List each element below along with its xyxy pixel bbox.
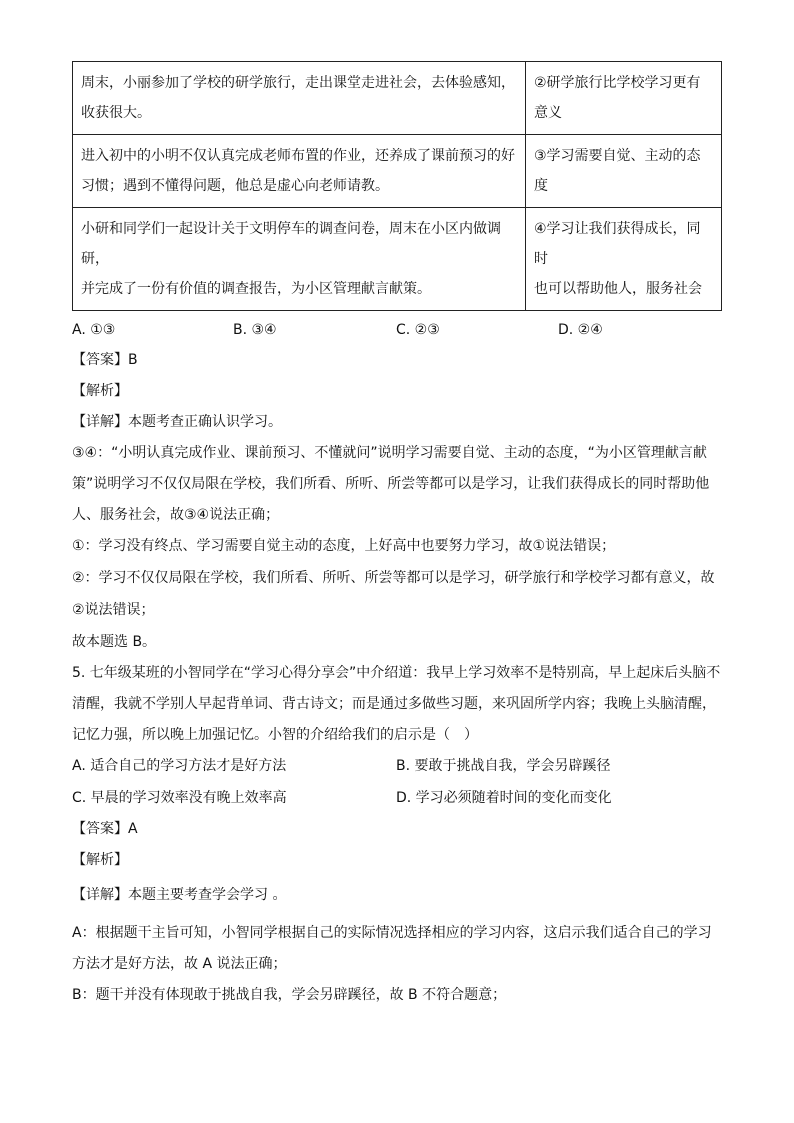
explanation-line: 策”说明学习不仅仅局限在学校，我们所看、所听、所尝等都可以是学习，让我们获得成长的同时帮助他 — [72, 476, 710, 492]
cell-line: 意义 — [534, 105, 562, 121]
cell-line: 并完成了一份有价值的调查报告，为小区管理献言献策。 — [81, 281, 431, 297]
explanation-line: A：根据题干主旨可知，小智同学根据自己的实际情况选择相应的学习内容，这启示我们适合自己的学习 — [72, 925, 712, 941]
conclusion-text: 故本题选 B。 — [72, 634, 157, 650]
table-cell-statement — [526, 135, 722, 208]
analysis-label: 【解析】 — [72, 383, 128, 399]
cell-line: ④学习让我们获得成长，同时 — [534, 221, 701, 267]
detail-text: 【详解】本题主要考查学会学习 。 — [72, 887, 287, 903]
cell-line: 收获很大。 — [81, 105, 151, 121]
analysis-label: 【解析】 — [72, 852, 128, 868]
option-b: B. ③④ — [233, 322, 277, 338]
explanation-line: B：题干并没有体现敢于挑战自我，学会另辟蹊径，故 B 不符合题意； — [72, 987, 507, 1003]
table-cell-scenario — [73, 135, 526, 208]
option-d: D. 学习必须随着时间的变化而变化 — [396, 790, 612, 806]
detail-text: 【详解】本题考查正确认识学习。 — [72, 414, 282, 430]
cell-line: ②研学旅行比学校学习更有 — [534, 75, 701, 91]
option-b: B. 要敢于挑战自我，学会另辟蹊径 — [396, 758, 611, 774]
question-table — [72, 61, 722, 311]
explanation-line: ①：学习没有终点、学习需要自觉主动的态度，上好高中也要努力学习，故①说法错误； — [72, 538, 616, 554]
table-cell-scenario — [73, 208, 526, 311]
option-c: C. ②③ — [396, 322, 440, 338]
cell-line: 习惯；遇到不懂得问题，他总是虚心向老师请教。 — [81, 178, 389, 194]
cell-line: 小研和同学们一起设计关于文明停车的调查问卷，周末在小区内做调研， — [81, 221, 501, 267]
table-row — [73, 135, 722, 208]
option-d: D. ②④ — [558, 322, 603, 338]
explanation-line: ③④：“小明认真完成作业、课前预习、不懂就问”说明学习需要自觉、主动的态度，“为小区管理献言献 — [72, 445, 707, 461]
explanation-line: 方法才是好方法，故 A 说法正确； — [72, 956, 287, 972]
table-cell-statement — [526, 62, 722, 135]
table-row — [73, 208, 722, 311]
table-row — [73, 62, 722, 135]
question-stem-line: 记忆力强，所以晚上加强记忆。小智的介绍给我们的启示是（ ） — [72, 727, 478, 743]
cell-line: 周末，小丽参加了学校的研学旅行，走出课堂走进社会，去体验感知， — [81, 75, 515, 91]
table-cell-statement — [526, 208, 722, 311]
explanation-line: ②：学习不仅仅局限在学校，我们所看、所听、所尝等都可以是学习，研学旅行和学校学习都有意义，故 — [72, 570, 715, 586]
table-cell-scenario — [73, 62, 526, 135]
cell-line: 进入初中的小明不仅认真完成老师布置的作业，还养成了课前预习的好 — [81, 148, 515, 164]
cell-line: 也可以帮助他人，服务社会 — [534, 281, 702, 297]
answer-label: 【答案】A — [72, 821, 138, 837]
explanation-line: 人、服务社会，故③④说法正确； — [72, 507, 280, 523]
explanation-line: ②说法错误； — [72, 602, 155, 618]
answer-label: 【答案】B — [72, 352, 138, 368]
option-c: C. 早晨的学习效率没有晚上效率高 — [72, 790, 287, 806]
question-stem-line: 清醒，我就不学别人早起背单词、背古诗文；而是通过多做些习题，来巩固所学内容；我晚上头脑清醒， — [72, 696, 716, 712]
question-stem-line: 5. 七年级某班的小智同学在“学习心得分享会”中介绍道：我早上学习效率不是特别高，早上起床后头脑不 — [72, 665, 721, 681]
option-a: A. 适合自己的学习方法才是好方法 — [72, 758, 287, 774]
cell-line: ③学习需要自觉、主动的态度 — [534, 148, 701, 194]
option-a: A. ①③ — [72, 322, 116, 338]
